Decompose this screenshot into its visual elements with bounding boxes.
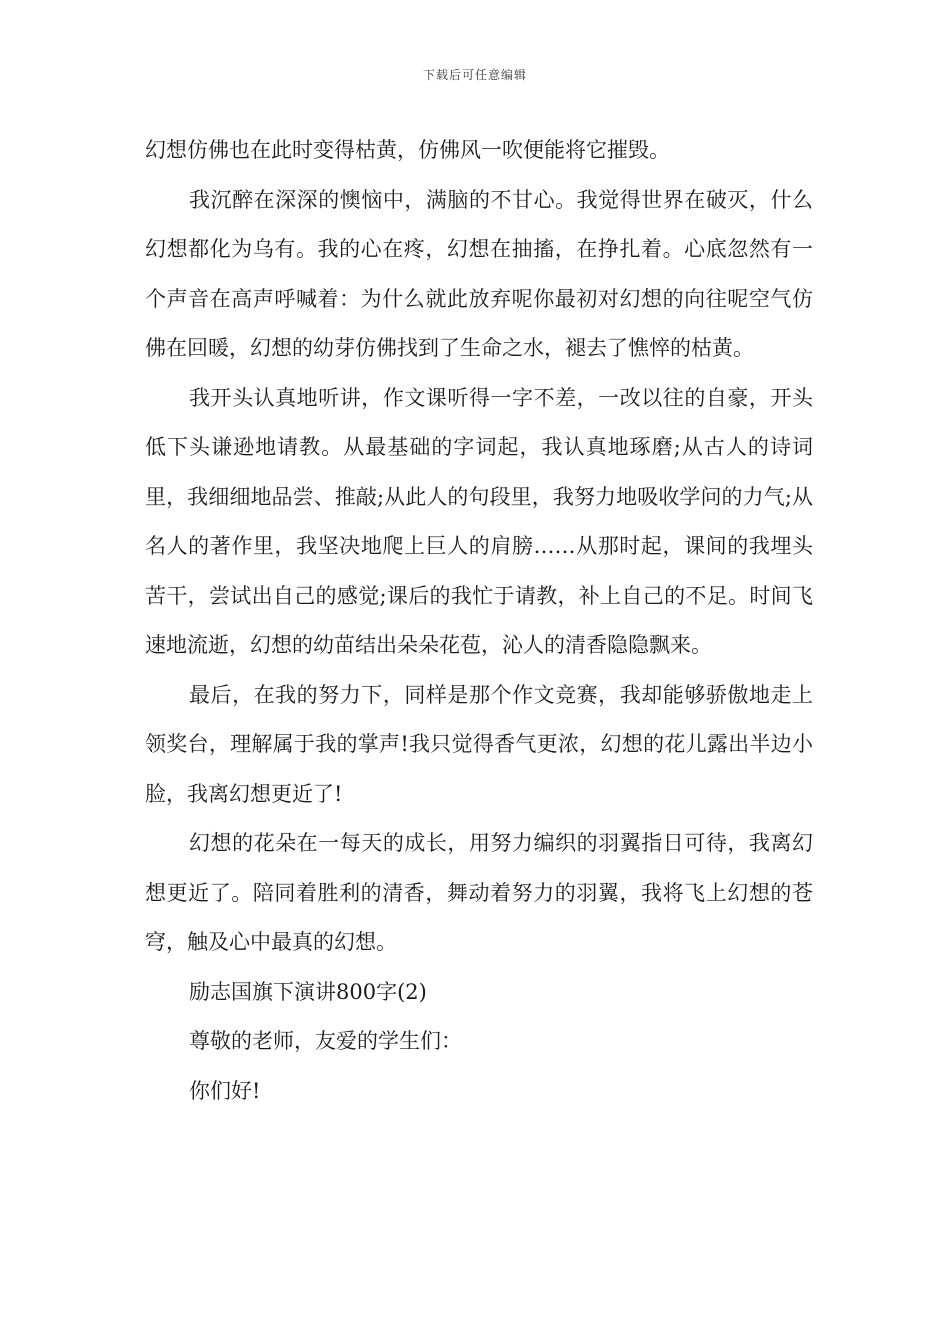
paragraph: 幻想仿佛也在此时变得枯黄，仿佛风一吹便能将它摧毁。: [145, 138, 670, 162]
paragraph: 最后，在我的努力下，同样是那个作文竞赛，我却能够骄傲地走上领奖台，理解属于我的掌声!我只觉得香气更浓，幻想的花儿露出半边小脸，我离幻想更近了!: [145, 682, 813, 806]
paragraph: 我沉醉在深深的懊恼中，满脑的不甘心。我觉得世界在破灭，什么幻想都化为乌有。我的心在疼，幻想在抽搐，在挣扎着。心底忽然有一个声音在高声呼喊着：为什么就此放弃呢你最初对幻想的向往呢空气仿佛在回暖，幻想的幼芽仿佛找到了生命之水，褪去了憔悴的枯黄。: [145, 187, 813, 360]
paragraph: 我开头认真地听讲，作文课听得一字不差，一改以往的自豪，开头低下头谦逊地请教。从最基础的字词起，我认真地琢磨;从古人的诗词里，我细细地品尝、推敲;从此人的句段里，我努力地吸收学问的力气;从名人的著作里，我坚决地爬上巨人的肩膀……从那时起，课间的我埋头苦干，尝试出自己的感觉;课后的我忙于请教，补上自己的不足。时间飞速地流逝，幻想的幼苗结出朵朵花苞，沁人的清香隐隐飘来。: [145, 385, 813, 657]
salutation: 尊敬的老师，友爱的学生们：: [189, 1029, 462, 1053]
greeting: 你们好!: [189, 1078, 261, 1103]
header-note: 下载后可任意编辑: [422, 68, 527, 82]
paragraph: 幻想的花朵在一每天的成长，用努力编织的羽翼指日可待，我离幻想更近了。陪同着胜利的清香，舞动着努力的羽翼，我将飞上幻想的苍穹，触及心中最真的幻想。: [145, 831, 813, 954]
document-body: [145, 126, 813, 1116]
section-title: 励志国旗下演讲800字(2): [189, 979, 427, 1004]
